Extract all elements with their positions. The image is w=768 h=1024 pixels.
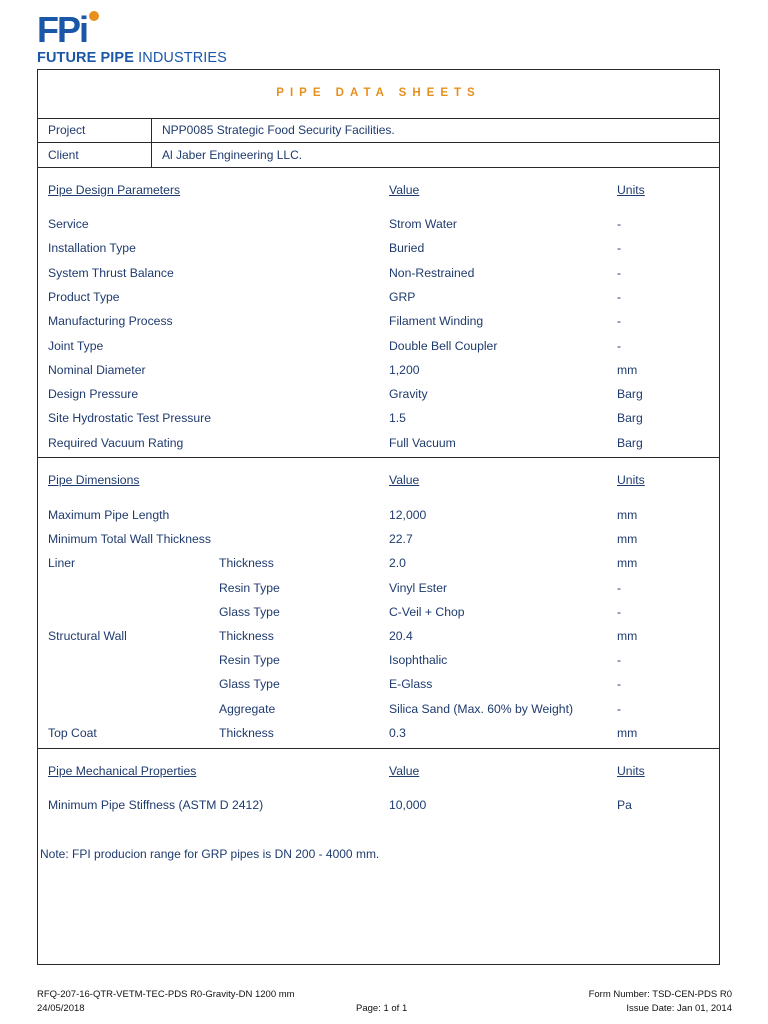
dimension-unit: - bbox=[617, 604, 622, 619]
mechanical-heading: Pipe Mechanical Properties bbox=[48, 764, 197, 778]
design-param-unit: Barg bbox=[617, 387, 643, 402]
dimension-unit: mm bbox=[617, 725, 638, 740]
dimension-group-label: Structural Wall bbox=[48, 629, 127, 643]
design-param-value: 1.5 bbox=[389, 411, 406, 426]
design-param-label: Manufacturing Process bbox=[48, 314, 173, 329]
design-units-heading: Units bbox=[617, 183, 645, 197]
design-param-label: Joint Type bbox=[48, 338, 104, 353]
mechanical-units-heading: Units bbox=[617, 764, 645, 778]
company-name-rest: INDUSTRIES bbox=[138, 50, 227, 66]
dimension-unit: - bbox=[617, 677, 622, 692]
design-param-unit: - bbox=[617, 338, 622, 353]
design-param-label: Nominal Diameter bbox=[48, 362, 146, 377]
title-row bbox=[38, 70, 719, 119]
dimension-value: 22.7 bbox=[389, 532, 413, 547]
company-logo bbox=[37, 10, 297, 65]
dimension-sub-label: Aggregate bbox=[219, 701, 276, 716]
company-name-bold: FUTURE PIPE bbox=[37, 50, 134, 66]
dimension-group-label: Liner bbox=[48, 556, 76, 571]
design-param-unit: - bbox=[617, 314, 622, 329]
design-param-value: Filament Winding bbox=[389, 314, 484, 329]
client-label: Client bbox=[48, 148, 79, 162]
project-label: Project bbox=[48, 123, 86, 137]
dimension-value: Silica Sand (Max. 60% by Weight) bbox=[389, 701, 574, 716]
mechanical-param-label: Minimum Pipe Stiffness (ASTM D 2412) bbox=[48, 798, 264, 812]
dimension-sub-label: Thickness bbox=[219, 556, 274, 571]
dimension-value: 2.0 bbox=[389, 556, 406, 571]
mechanical-param-value: 10,000 bbox=[389, 798, 427, 812]
design-param-unit: - bbox=[617, 265, 622, 280]
production-range-note: Note: FPI producion range for GRP pipes is DN 200 - 4000 mm. bbox=[40, 847, 380, 861]
dimension-value: 20.4 bbox=[389, 629, 413, 643]
design-param-label: Service bbox=[48, 217, 89, 231]
section-divider bbox=[38, 457, 719, 458]
design-param-label: Required Vacuum Rating bbox=[48, 435, 184, 450]
dimension-sub-label: Resin Type bbox=[219, 580, 280, 595]
dimension-unit: - bbox=[617, 701, 622, 716]
data-sheet-frame bbox=[37, 69, 720, 965]
footer-page: Page: 1 of 1 bbox=[356, 1003, 408, 1014]
design-param-label: Installation Type bbox=[48, 241, 136, 256]
design-heading: Pipe Design Parameters bbox=[48, 183, 181, 197]
svg-text:FPi: FPi bbox=[37, 10, 88, 46]
design-value-heading: Value bbox=[389, 183, 420, 197]
design-param-value: 1,200 bbox=[389, 362, 420, 377]
dimension-sub-label: Resin Type bbox=[219, 653, 280, 668]
dimension-group-label: Maximum Pipe Length bbox=[48, 508, 170, 522]
mechanical-param-unit: Pa bbox=[617, 798, 632, 812]
design-param-unit: - bbox=[617, 217, 622, 231]
dimensions-value-heading: Value bbox=[389, 473, 420, 487]
column-divider bbox=[151, 143, 152, 167]
dimension-sub-label: Thickness bbox=[219, 725, 274, 740]
design-param-value: Non-Restrained bbox=[389, 265, 475, 280]
dimension-unit: mm bbox=[617, 629, 638, 643]
design-param-label: Site Hydrostatic Test Pressure bbox=[48, 411, 212, 426]
project-value: NPP0085 Strategic Food Security Facilities. bbox=[162, 123, 395, 137]
dimension-value: Isophthalic bbox=[389, 653, 448, 668]
dimension-group-label: Minimum Total Wall Thickness bbox=[48, 532, 211, 547]
dimension-value: E-Glass bbox=[389, 677, 433, 692]
design-param-value: Strom Water bbox=[389, 217, 457, 231]
dimension-value: C-Veil + Chop bbox=[389, 604, 465, 619]
dimensions-heading: Pipe Dimensions bbox=[48, 473, 140, 487]
design-param-value: Full Vacuum bbox=[389, 435, 456, 450]
design-param-value: Buried bbox=[389, 241, 425, 256]
design-param-unit: - bbox=[617, 241, 622, 256]
dimension-unit: mm bbox=[617, 556, 638, 571]
dimension-value: 12,000 bbox=[389, 508, 427, 522]
dimension-group-label: Top Coat bbox=[48, 725, 97, 740]
design-param-unit: Barg bbox=[617, 411, 643, 426]
column-divider bbox=[151, 118, 152, 142]
company-name bbox=[37, 50, 227, 66]
design-param-value: Gravity bbox=[389, 387, 428, 402]
design-param-unit: - bbox=[617, 289, 622, 304]
dimension-value: Vinyl Ester bbox=[389, 580, 448, 595]
dimension-unit: mm bbox=[617, 508, 638, 522]
design-param-label: System Thrust Balance bbox=[48, 265, 174, 280]
fpi-logo-mark bbox=[37, 10, 101, 46]
client-value: Al Jaber Engineering LLC. bbox=[162, 148, 303, 162]
design-param-unit: mm bbox=[617, 362, 638, 377]
dimension-sub-label: Glass Type bbox=[219, 677, 280, 692]
mechanical-value-heading: Value bbox=[389, 764, 420, 778]
dimension-unit: - bbox=[617, 580, 622, 595]
dimension-unit: mm bbox=[617, 532, 638, 547]
section-divider bbox=[38, 748, 719, 749]
project-row bbox=[38, 118, 719, 143]
footer-form-number: Form Number: TSD-CEN-PDS R0 bbox=[588, 989, 732, 1000]
dimension-sub-label: Thickness bbox=[219, 629, 274, 643]
dimension-unit: - bbox=[617, 653, 622, 668]
dimension-sub-label: Glass Type bbox=[219, 604, 280, 619]
design-param-unit: Barg bbox=[617, 435, 643, 450]
client-row bbox=[38, 143, 719, 168]
dimension-value: 0.3 bbox=[389, 725, 406, 740]
design-param-label: Design Pressure bbox=[48, 387, 139, 402]
footer-doc-ref: RFQ-207-16-QTR-VETM-TEC-PDS R0-Gravity-DN 1200 mm bbox=[37, 989, 295, 1000]
footer-issue-date: Issue Date: Jan 01, 2014 bbox=[626, 1003, 732, 1014]
page-title: PIPE DATA SHEETS bbox=[276, 87, 481, 99]
design-param-value: Double Bell Coupler bbox=[389, 338, 498, 353]
footer-date: 24/05/2018 bbox=[37, 1003, 85, 1014]
design-param-label: Product Type bbox=[48, 289, 120, 304]
design-param-value: GRP bbox=[389, 289, 416, 304]
dimensions-units-heading: Units bbox=[617, 473, 645, 487]
